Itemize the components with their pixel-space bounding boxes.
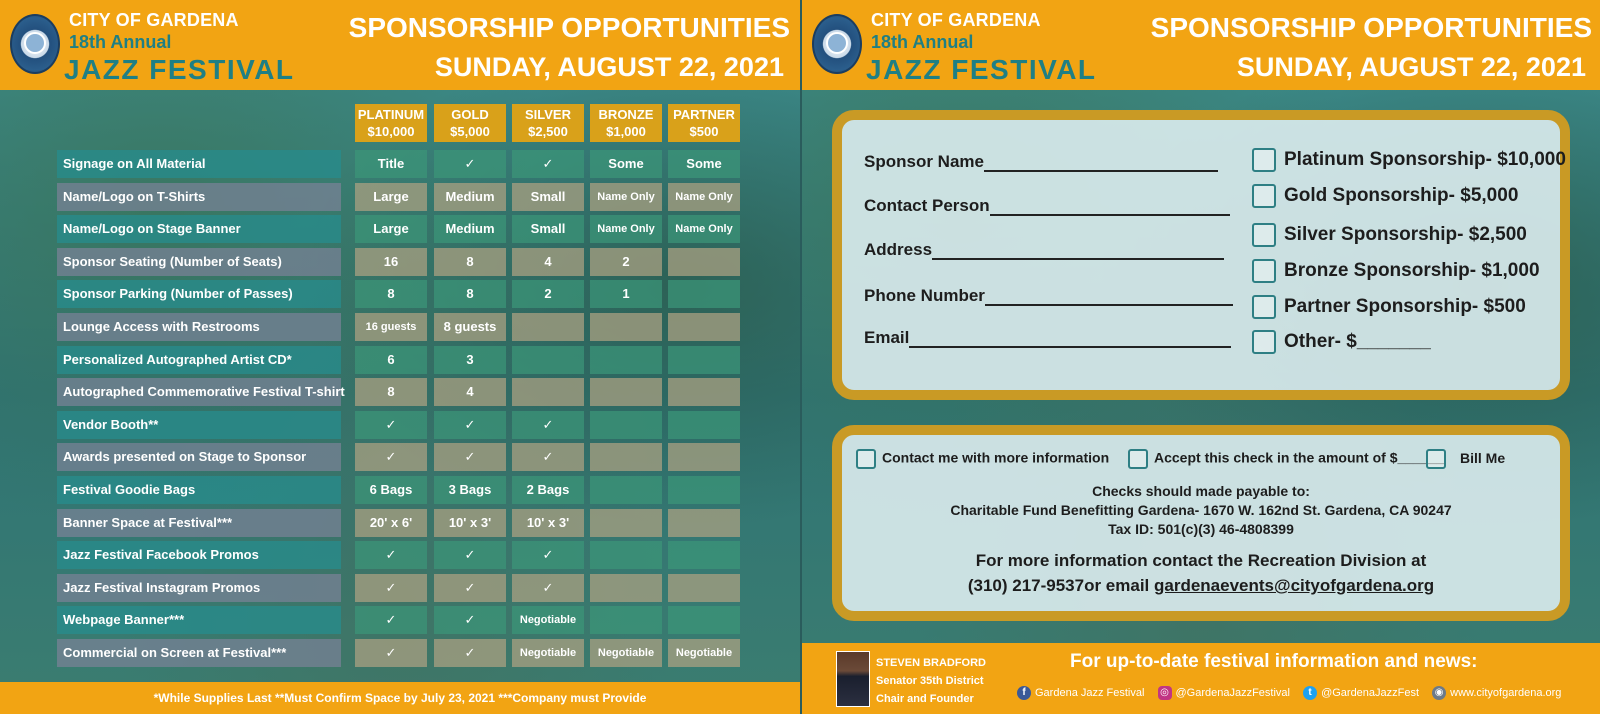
benefit-cell-silver: Negotiable [512, 639, 584, 667]
annual-label: 18th Annual [69, 32, 172, 52]
benefit-label: Jazz Festival Instagram Promos [57, 574, 341, 602]
benefit-cell-bronze [590, 541, 662, 569]
fund-address: Charitable Fund Benefitting Gardena- 1670 W. 162nd St. Gardena, CA 90247 [950, 502, 1452, 518]
benefit-cell-partner: Negotiable [668, 639, 740, 667]
benefit-cell-platinum: 16 [355, 248, 427, 276]
benefit-cell-silver: 10' x 3' [512, 509, 584, 537]
tier-header-platinum [355, 104, 427, 142]
checkbox[interactable] [1252, 295, 1276, 319]
benefit-cell-platinum: 20' x 6' [355, 509, 427, 537]
tier-header-gold [434, 104, 506, 142]
tier-name: GOLD [451, 107, 489, 122]
festival-name: JAZZ FESTIVAL [866, 54, 1097, 85]
city-name: CITY OF GARDENA [871, 10, 1041, 30]
benefit-cell-bronze: Name Only [590, 215, 662, 243]
benefit-cell-partner [668, 541, 740, 569]
option-other[interactable]: Other- $_______ [1252, 330, 1431, 354]
address-field[interactable]: Address [864, 240, 1224, 260]
checkbox[interactable] [1252, 259, 1276, 283]
website-link[interactable]: ◉ www.cityofgardena.org [1432, 686, 1561, 700]
option-bronze[interactable]: Bronze Sponsorship- $1,000 [1252, 259, 1540, 283]
header-bar [802, 0, 1600, 90]
benefit-cell-silver: ✓ [512, 411, 584, 439]
benefit-cell-gold: ✓ [434, 541, 506, 569]
benefit-cell-silver: ✓ [512, 150, 584, 178]
city-seal-logo [812, 14, 862, 74]
page-title: SPONSORSHIP OPPORTUNITIES [1150, 12, 1592, 43]
twitter-icon: t [1303, 686, 1317, 700]
benefit-label: Commercial on Screen at Festival*** [57, 639, 341, 667]
checkbox[interactable] [1252, 148, 1276, 172]
option-gold[interactable]: Gold Sponsorship- $5,000 [1252, 184, 1518, 208]
city-name: CITY OF GARDENA [69, 10, 239, 30]
contact-person-field[interactable]: Contact Person [864, 196, 1230, 216]
benefit-cell-platinum: ✓ [355, 411, 427, 439]
benefit-cell-platinum: ✓ [355, 443, 427, 471]
benefit-row [57, 183, 745, 211]
benefit-row [57, 606, 745, 634]
bill-me-option[interactable]: Bill Me [1426, 449, 1505, 469]
founder-role: Chair and Founder [876, 693, 974, 705]
benefit-label: Banner Space at Festival*** [57, 509, 341, 537]
benefit-cell-silver: ✓ [512, 443, 584, 471]
phone-number: (310) 217-9537or email [967, 576, 1154, 595]
option-silver[interactable]: Silver Sponsorship- $2,500 [1252, 223, 1527, 247]
benefit-cell-bronze [590, 346, 662, 374]
benefit-cell-bronze [590, 509, 662, 537]
tier-header-silver [512, 104, 584, 142]
tax-id: Tax ID: 501(c)(3) 46-4808399 [1108, 521, 1294, 537]
benefit-row [57, 378, 745, 406]
checkbox[interactable] [1252, 223, 1276, 247]
benefit-cell-platinum: 6 [355, 346, 427, 374]
benefit-cell-gold: 3 Bags [434, 476, 506, 504]
page-title: SPONSORSHIP OPPORTUNITIES [348, 12, 790, 43]
benefit-cell-platinum: Large [355, 183, 427, 211]
contact-line [842, 576, 1560, 596]
payable-to: Checks should made payable to: [1092, 483, 1310, 499]
tier-name: PLATINUM [357, 107, 425, 122]
benefit-cell-bronze: 1 [590, 280, 662, 308]
benefit-label: Sponsor Seating (Number of Seats) [57, 248, 341, 276]
sponsor-form [832, 110, 1570, 400]
benefit-cell-platinum: Large [355, 215, 427, 243]
benefit-cell-partner [668, 313, 740, 341]
benefit-label: Vendor Booth** [57, 411, 341, 439]
facebook-link[interactable]: f Gardena Jazz Festival [1017, 686, 1144, 700]
benefit-cell-silver [512, 313, 584, 341]
tier-price: $2,500 [528, 124, 568, 139]
checkbox[interactable] [1128, 449, 1148, 469]
email-link[interactable]: gardenaevents@cityofgardena.org [1154, 576, 1435, 595]
benefit-cell-partner [668, 346, 740, 374]
tier-name: BRONZE [598, 107, 654, 122]
benefit-cell-partner: Name Only [668, 183, 740, 211]
sponsorship-form-panel [800, 0, 1600, 714]
benefit-cell-bronze: Negotiable [590, 639, 662, 667]
phone-number-field[interactable]: Phone Number [864, 286, 1233, 306]
benefit-cell-bronze: Name Only [590, 183, 662, 211]
founder-info [876, 654, 986, 708]
tier-name: SILVER [525, 107, 571, 122]
benefit-cell-silver: ✓ [512, 541, 584, 569]
benefit-row [57, 280, 745, 308]
benefit-cell-bronze [590, 606, 662, 634]
benefit-cell-platinum: ✓ [355, 606, 427, 634]
benefit-cell-platinum: 8 [355, 280, 427, 308]
benefit-cell-partner [668, 378, 740, 406]
facebook-icon: f [1017, 686, 1031, 700]
benefit-cell-gold: ✓ [434, 574, 506, 602]
benefit-cell-partner [668, 248, 740, 276]
checkbox[interactable] [1252, 184, 1276, 208]
benefit-row [57, 248, 745, 276]
benefit-cell-silver: 2 Bags [512, 476, 584, 504]
social-links [1017, 686, 1571, 700]
benefit-row [57, 411, 745, 439]
benefit-cell-gold: ✓ [434, 411, 506, 439]
benefit-row [57, 313, 745, 341]
checkbox[interactable] [1426, 449, 1446, 469]
benefit-cell-bronze [590, 443, 662, 471]
benefit-cell-partner [668, 606, 740, 634]
benefit-label: Sponsor Parking (Number of Passes) [57, 280, 341, 308]
checkbox[interactable] [856, 449, 876, 469]
tier-price: $1,000 [606, 124, 646, 139]
email-field[interactable]: Email [864, 328, 1231, 348]
benefit-label: Lounge Access with Restrooms [57, 313, 341, 341]
bottom-bar [802, 643, 1600, 714]
benefit-cell-gold: 8 guests [434, 313, 506, 341]
benefit-cell-gold: Medium [434, 215, 506, 243]
festival-name: JAZZ FESTIVAL [64, 54, 295, 85]
benefit-cell-platinum: ✓ [355, 541, 427, 569]
sponsor-name-field[interactable]: Sponsor Name [864, 152, 1218, 172]
globe-icon: ◉ [1432, 686, 1446, 700]
benefit-cell-platinum: 6 Bags [355, 476, 427, 504]
benefit-label: Awards presented on Stage to Sponsor [57, 443, 341, 471]
benefit-cell-platinum: 8 [355, 378, 427, 406]
benefit-label: Name/Logo on T-Shirts [57, 183, 341, 211]
instagram-link[interactable]: ◎ @GardenaJazzFestival [1158, 686, 1291, 700]
benefit-cell-platinum: Title [355, 150, 427, 178]
benefit-row [57, 443, 745, 471]
benefit-label: Personalized Autographed Artist CD* [57, 346, 341, 374]
benefit-cell-silver: Small [512, 215, 584, 243]
benefit-row [57, 574, 745, 602]
benefit-cell-partner: Some [668, 150, 740, 178]
benefit-cell-partner [668, 411, 740, 439]
tier-price: $10,000 [367, 124, 415, 139]
benefit-label: Signage on All Material [57, 150, 341, 178]
benefit-label: Autographed Commemorative Festival T-shirt [57, 378, 341, 406]
benefit-cell-gold: 4 [434, 378, 506, 406]
benefit-cell-gold: ✓ [434, 606, 506, 634]
payment-info-box [832, 425, 1570, 621]
benefit-cell-partner [668, 443, 740, 471]
benefit-cell-silver: 2 [512, 280, 584, 308]
tier-price: $500 [689, 124, 719, 139]
benefit-cell-gold: ✓ [434, 443, 506, 471]
benefit-cell-partner [668, 476, 740, 504]
benefit-cell-bronze: Some [590, 150, 662, 178]
benefit-cell-partner: Name Only [668, 215, 740, 243]
benefit-label: Name/Logo on Stage Banner [57, 215, 341, 243]
founder-photo [836, 651, 870, 707]
tier-price: $5,000 [450, 124, 490, 139]
event-date: SUNDAY, AUGUST 22, 2021 [1236, 52, 1586, 82]
benefit-label: Festival Goodie Bags [57, 476, 341, 504]
benefit-cell-partner [668, 574, 740, 602]
tier-name: PARTNER [673, 107, 735, 122]
benefit-cell-silver [512, 346, 584, 374]
benefit-cell-gold: 10' x 3' [434, 509, 506, 537]
benefit-cell-bronze: 2 [590, 248, 662, 276]
accept-check-option[interactable]: Accept this check in the amount of $______ [1128, 449, 1444, 469]
benefit-row [57, 150, 745, 178]
city-seal-logo [10, 14, 60, 74]
benefit-cell-silver: Negotiable [512, 606, 584, 634]
benefit-cell-gold: 8 [434, 280, 506, 308]
benefit-cell-gold: ✓ [434, 150, 506, 178]
founder-name: STEVEN BRADFORD [876, 657, 987, 669]
benefit-label: Jazz Festival Facebook Promos [57, 541, 341, 569]
benefit-cell-gold: Medium [434, 183, 506, 211]
annual-label: 18th Annual [871, 32, 974, 52]
benefit-cell-bronze [590, 313, 662, 341]
header-bar [0, 0, 800, 90]
benefit-cell-silver [512, 378, 584, 406]
benefit-row [57, 215, 745, 243]
benefit-cell-gold: 3 [434, 346, 506, 374]
option-partner[interactable]: Partner Sponsorship- $500 [1252, 295, 1526, 319]
benefit-cell-bronze [590, 476, 662, 504]
benefit-cell-gold: ✓ [434, 639, 506, 667]
news-heading: For up-to-date festival information and news: [1070, 651, 1478, 672]
benefit-row [57, 476, 745, 504]
contact-me-option[interactable]: Contact me with more information [856, 449, 1109, 469]
benefit-row [57, 639, 745, 667]
benefit-row [57, 346, 745, 374]
benefit-cell-partner [668, 280, 740, 308]
more-info-text: For more information contact the Recreation Division at [975, 551, 1427, 570]
footnote: *While Supplies Last **Must Confirm Space by July 23, 2021 ***Company must Provide [0, 682, 800, 714]
benefit-cell-silver: Small [512, 183, 584, 211]
benefit-cell-platinum: ✓ [355, 574, 427, 602]
benefit-cell-bronze [590, 411, 662, 439]
option-platinum[interactable]: Platinum Sponsorship- $10,000 [1252, 148, 1566, 172]
event-date: SUNDAY, AUGUST 22, 2021 [434, 52, 784, 82]
founder-title: Senator 35th District [876, 675, 984, 687]
benefit-cell-platinum: 16 guests [355, 313, 427, 341]
instagram-icon: ◎ [1158, 686, 1172, 700]
benefit-row [57, 541, 745, 569]
benefit-cell-gold: 8 [434, 248, 506, 276]
tier-header-bronze [590, 104, 662, 142]
tier-header-partner [668, 104, 740, 142]
benefit-row [57, 509, 745, 537]
benefit-cell-silver: 4 [512, 248, 584, 276]
benefit-label: Webpage Banner*** [57, 606, 341, 634]
benefit-cell-bronze [590, 574, 662, 602]
benefit-cell-partner [668, 509, 740, 537]
twitter-link[interactable]: t @GardenaJazzFest [1303, 686, 1419, 700]
benefit-cell-platinum: ✓ [355, 639, 427, 667]
benefit-cell-bronze [590, 378, 662, 406]
benefit-cell-silver: ✓ [512, 574, 584, 602]
checkbox[interactable] [1252, 330, 1276, 354]
